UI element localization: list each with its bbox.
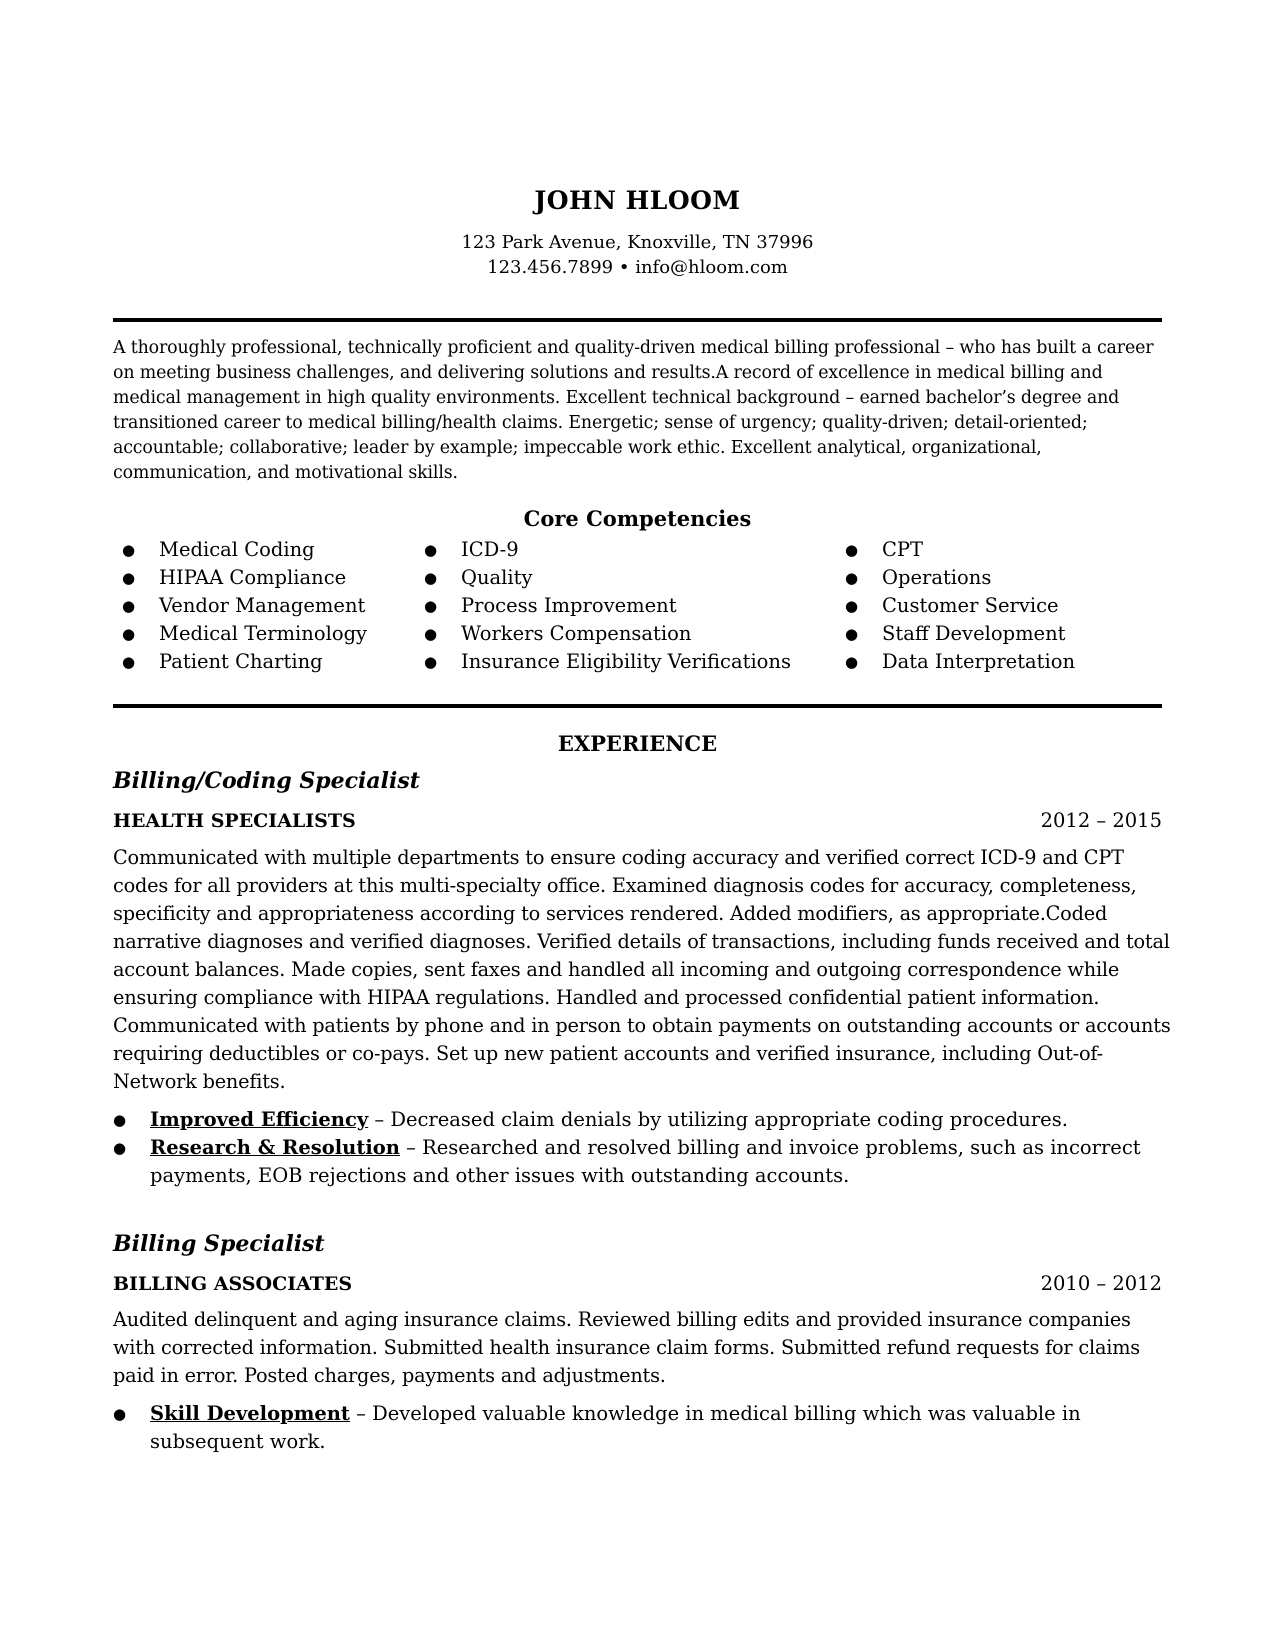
job-dates: 2010 – 2012 <box>1040 1272 1162 1295</box>
achievement-text: – Developed valuable knowledge in medical billing which was valuable in subsequent work. <box>150 1402 1081 1453</box>
company-name: HEALTH SPECIALISTS <box>113 810 356 832</box>
experience-heading: EXPERIENCE <box>557 731 718 756</box>
contact-phone: 123.456.7899 <box>487 257 614 278</box>
bullet-icon: ● <box>845 597 859 615</box>
bullet-icon: ● <box>845 625 859 643</box>
candidate-name: JOHN HLOOM <box>534 186 741 215</box>
achievement-text: – Decreased claim denials by utilizing appropriate coding procedures. <box>368 1108 1068 1131</box>
bullet-icon: ● <box>845 653 859 671</box>
job-description: Communicated with multiple departments to ensure coding accuracy and verified correct ICD-9 and CPT codes for all providers at this multi-specialty office. Examined diagnosis codes for accuracy, completeness, specificity and appropriateness according to services rendered. Added modifiers, as appropriate.Coded narrative diagnoses and verified diagnoses. Verified details of transactions, including funds received and total account balances. Made copies, sent faxes and handled all incoming and outgoing correspondence while ensuring compliance with HIPAA regulations. Handled and processed confidential patient information. Communicated with patients by phone and in person to obtain payments on outstanding accounts or accounts requiring deductibles or co-pays. Set up new patient accounts and verified insurance, including Out-of-Network benefits. <box>113 846 1171 1093</box>
bullet-icon: ● <box>113 1405 127 1423</box>
bullet-icon: ● <box>845 569 859 587</box>
achievement-item <box>113 1106 1168 1134</box>
contact-separator: • <box>618 257 630 278</box>
bullet-icon: ● <box>424 625 438 643</box>
bullet-icon: ● <box>424 541 438 559</box>
core-competencies-heading: Core Competencies <box>523 506 752 531</box>
achievement-item <box>113 1400 1168 1456</box>
job-title: Billing Specialist <box>113 1231 325 1257</box>
achievement-title: Improved Efficiency <box>150 1108 369 1131</box>
achievement-list <box>113 1400 1168 1456</box>
bullet-icon: ● <box>122 625 136 643</box>
bullet-icon: ● <box>845 541 859 559</box>
job-dates: 2012 – 2015 <box>1040 809 1162 832</box>
bullet-icon: ● <box>122 653 136 671</box>
contact-address: 123 Park Avenue, Knoxville, TN 37996 <box>461 232 814 253</box>
bullet-icon: ● <box>113 1139 127 1157</box>
achievement-item <box>113 1134 1168 1190</box>
section-divider <box>113 704 1162 708</box>
bullet-icon: ● <box>113 1111 127 1129</box>
bullet-icon: ● <box>424 653 438 671</box>
achievement-list <box>113 1106 1168 1190</box>
achievement-title: Skill Development <box>150 1402 350 1425</box>
job-title: Billing/Coding Specialist <box>113 768 420 794</box>
achievement-text: – Researched and resolved billing and invoice problems, such as incorrect payments, EOB rejections and other issues with outstanding accounts. <box>150 1136 1141 1187</box>
bullet-icon: ● <box>122 541 136 559</box>
contact-phone-email <box>0 257 1275 278</box>
contact-email: info@hloom.com <box>635 257 788 278</box>
professional-summary: A thoroughly professional, technically proficient and quality-driven medical billing professional – who has built a career on meeting business challenges, and delivering solutions and results.A record of excellence in medical billing and medical management in high quality environments. Excellent technical background – earned bachelor’s degree and transitioned career to medical billing/health claims. Energetic; sense of urgency; quality-driven; detail-oriented; accountable; collaborative; leader by example; impeccable work ethic. Excellent analytical, organizational, communication, and motivational skills. <box>113 338 1154 483</box>
bullet-icon: ● <box>424 569 438 587</box>
bullet-icon: ● <box>122 569 136 587</box>
company-name: BILLING ASSOCIATES <box>113 1273 353 1295</box>
resume-page: JOHN HLOOM 123 Park Avenue, Knoxville, TN 37996 123.456.7899 • info@hloom.com A thoroughly professional, technically proficient and quality-driven medical billing professional – who has built a career on meeting business challenges, and delivering solutions and results.A record of excellence in medical billing and medical management in high quality environments. Excellent technical background – earned bachelor’s degree and transitioned career to medical billing/health claims. Energetic; sense of urgency; quality-driven; detail-oriented; accountable; collaborative; leader by example; impeccable work ethic. Excellent analytical, organizational, communication, and motivational skills. Core Competencies ● Medical Coding ● HIPAA Compliance ● Vendor Management ● Medical Terminology ● Patient Charting ● ICD-9 ● Quality ● Process Improvement ● Workers Compensation ● Insurance Eligibility Verifications ● CPT ● Operations ● Customer Service ● Staff Development ● Data Interpretation EXPERIENCE Billing/Coding Specialist HEALTH SPECIALISTS 2012 – 2015 Communicated with multiple departments to ensure coding accuracy and verified correct ICD-9 and CPT codes for all providers at this multi-specialty office. Examined diagnosis codes for accuracy, completeness, specificity and appropriateness according to services rendered. Added modifiers, as appropriate.Coded narrative diagnoses and verified diagnoses. Verified details of transactions, including funds received and total account balances. Made copies, sent faxes and handled all incoming and outgoing correspondence while ensuring compliance with HIPAA regulations. Handled and processed confidential patient information. Communicated with patients by phone and in person to obtain payments on outstanding accounts or accounts requiring deductibles or co-pays. Set up new patient accounts and verified insurance, including Out-of-Network benefits. ● Improved Efficiency – Decreased claim denials by utilizing appropriate coding procedures. ● Research & Resolution – Researched and resolved billing and invoice problems, such as incorrect payments, EOB rejections and other issues with outstanding accounts. Billing Specialist BILLING ASSOCIATES 2010 – 2012 Audited delinquent and aging insurance claims. Reviewed billing edits and provided insurance companies with corrected information. Submitted health insurance claim forms. Submitted refund requests for claims paid in error. Posted charges, payments and adjustments. ● Skill Development – Developed valuable knowledge in medical billing which was valuable in subsequent work. <box>0 0 1275 1650</box>
achievement-title: Research & Resolution <box>150 1136 400 1159</box>
job-description: Audited delinquent and aging insurance claims. Reviewed billing edits and provided insurance companies with corrected information. Submitted health insurance claim forms. Submitted refund requests for claims paid in error. Posted charges, payments and adjustments. <box>113 1308 1140 1387</box>
header-divider <box>113 318 1162 322</box>
bullet-icon: ● <box>424 597 438 615</box>
bullet-icon: ● <box>122 597 136 615</box>
